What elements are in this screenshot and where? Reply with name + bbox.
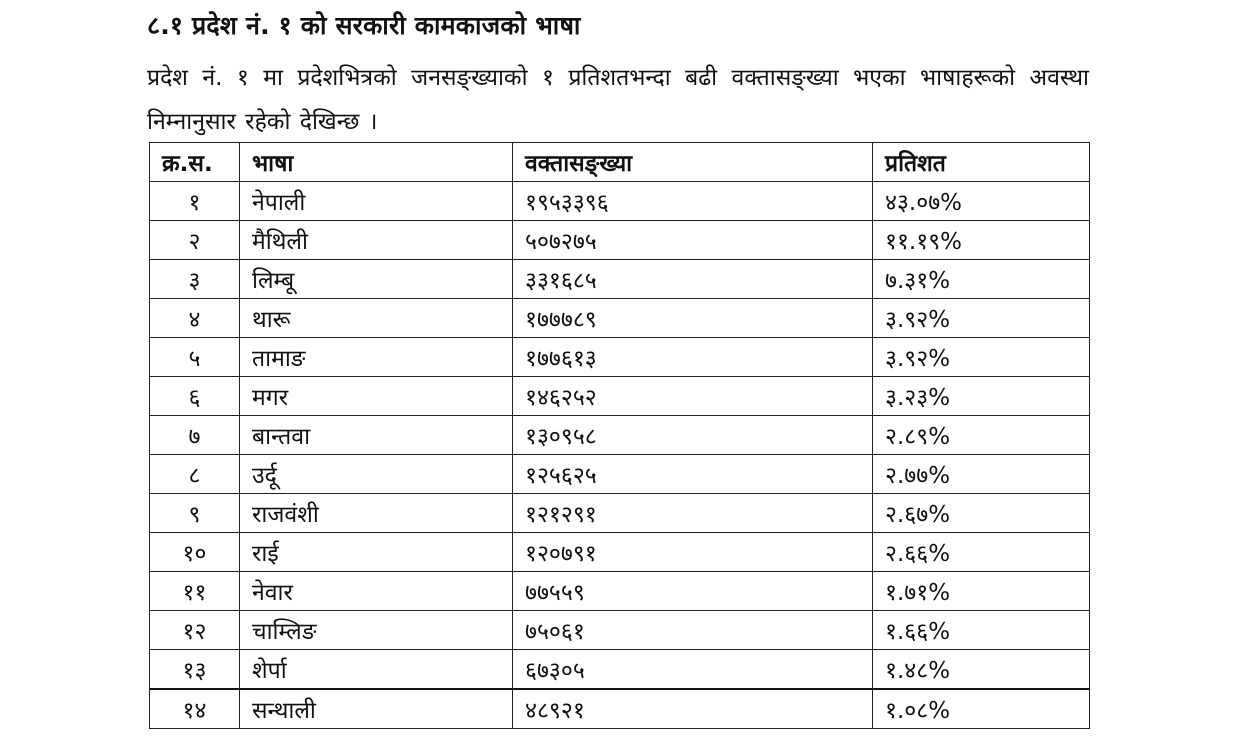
cell-speakers: ६७३०५ <box>513 650 873 690</box>
cell-speakers: १७७७८९ <box>513 299 873 338</box>
cell-serial-number: ९ <box>150 494 240 533</box>
table-row <box>150 611 1090 650</box>
cell-speakers: १७७६१३ <box>513 338 873 377</box>
cell-speakers: १२५६२५ <box>513 455 873 494</box>
cell-language: राजवंशी <box>240 494 513 533</box>
cell-speakers: १२१२९१ <box>513 494 873 533</box>
cell-speakers: ३३१६८५ <box>513 260 873 299</box>
cell-language: चाम्लिङ <box>240 611 513 650</box>
cell-speakers: ४८९२१ <box>513 689 873 729</box>
cell-percent: ११.१९% <box>873 221 1090 260</box>
cell-language: तामाङ <box>240 338 513 377</box>
header-serial-number: क्र.स. <box>150 143 240 182</box>
cell-speakers: ७७५५९ <box>513 572 873 611</box>
cell-serial-number: १४ <box>150 689 240 729</box>
table-row <box>150 377 1090 416</box>
table-row <box>150 455 1090 494</box>
cell-percent: ७.३१% <box>873 260 1090 299</box>
cell-speakers: १२०७९१ <box>513 533 873 572</box>
cell-percent: १.४८% <box>873 650 1090 690</box>
cell-serial-number: १ <box>150 182 240 221</box>
cell-language: शेर्पा <box>240 650 513 690</box>
cell-speakers: १९५३३९६ <box>513 182 873 221</box>
table-row <box>150 260 1090 299</box>
cell-speakers: ५०७२७५ <box>513 221 873 260</box>
section-heading: ८.१ प्रदेश नं. १ को सरकारी कामकाजको भाषा <box>147 11 581 40</box>
table-body <box>150 182 1090 729</box>
cell-percent: २.८९% <box>873 416 1090 455</box>
table-row <box>150 338 1090 377</box>
language-table <box>149 142 1090 729</box>
cell-language: नेवार <box>240 572 513 611</box>
table-row <box>150 650 1090 690</box>
cell-percent: १.६६% <box>873 611 1090 650</box>
cell-percent: ३.९२% <box>873 338 1090 377</box>
table-row <box>150 533 1090 572</box>
cell-serial-number: ३ <box>150 260 240 299</box>
cell-language: उर्दू <box>240 455 513 494</box>
cell-serial-number: ५ <box>150 338 240 377</box>
table-row <box>150 299 1090 338</box>
cell-percent: ३.९२% <box>873 299 1090 338</box>
cell-percent: २.७७% <box>873 455 1090 494</box>
cell-language: मैथिली <box>240 221 513 260</box>
intro-paragraph: प्रदेश नं. १ मा प्रदेशभित्रको जनसङ्ख्याको १ प्रतिशतभन्दा बढी वक्तासङ्ख्या भएका भाषाहरूको अवस्था निम्नानुसार रहेको देखिन्छ । <box>147 65 1089 135</box>
cell-percent: ४३.०७% <box>873 182 1090 221</box>
cell-speakers: १४६२५२ <box>513 377 873 416</box>
cell-language: बान्तवा <box>240 416 513 455</box>
cell-language: थारू <box>240 299 513 338</box>
cell-percent: २.६६% <box>873 533 1090 572</box>
cell-serial-number: ४ <box>150 299 240 338</box>
cell-language: लिम्बू <box>240 260 513 299</box>
header-percent: प्रतिशत <box>873 143 1090 182</box>
cell-percent: १.०८% <box>873 689 1090 729</box>
cell-serial-number: ११ <box>150 572 240 611</box>
cell-language: मगर <box>240 377 513 416</box>
header-speakers: वक्तासङ्ख्या <box>513 143 873 182</box>
cell-language: राई <box>240 533 513 572</box>
cell-serial-number: २ <box>150 221 240 260</box>
cell-serial-number: १२ <box>150 611 240 650</box>
cell-percent: ३.२३% <box>873 377 1090 416</box>
table-row <box>150 572 1090 611</box>
header-language: भाषा <box>240 143 513 182</box>
cell-serial-number: १० <box>150 533 240 572</box>
table-row <box>150 182 1090 221</box>
cell-percent: २.६७% <box>873 494 1090 533</box>
cell-language: सन्थाली <box>240 689 513 729</box>
cell-percent: १.७१% <box>873 572 1090 611</box>
cell-serial-number: १३ <box>150 650 240 690</box>
cell-serial-number: ८ <box>150 455 240 494</box>
table-row <box>150 494 1090 533</box>
table-row <box>150 689 1090 729</box>
table-row <box>150 416 1090 455</box>
cell-speakers: ७५०६१ <box>513 611 873 650</box>
cell-language: नेपाली <box>240 182 513 221</box>
cell-serial-number: ६ <box>150 377 240 416</box>
cell-speakers: १३०९५८ <box>513 416 873 455</box>
cell-serial-number: ७ <box>150 416 240 455</box>
table-row <box>150 221 1090 260</box>
table-header-row <box>150 143 1090 182</box>
